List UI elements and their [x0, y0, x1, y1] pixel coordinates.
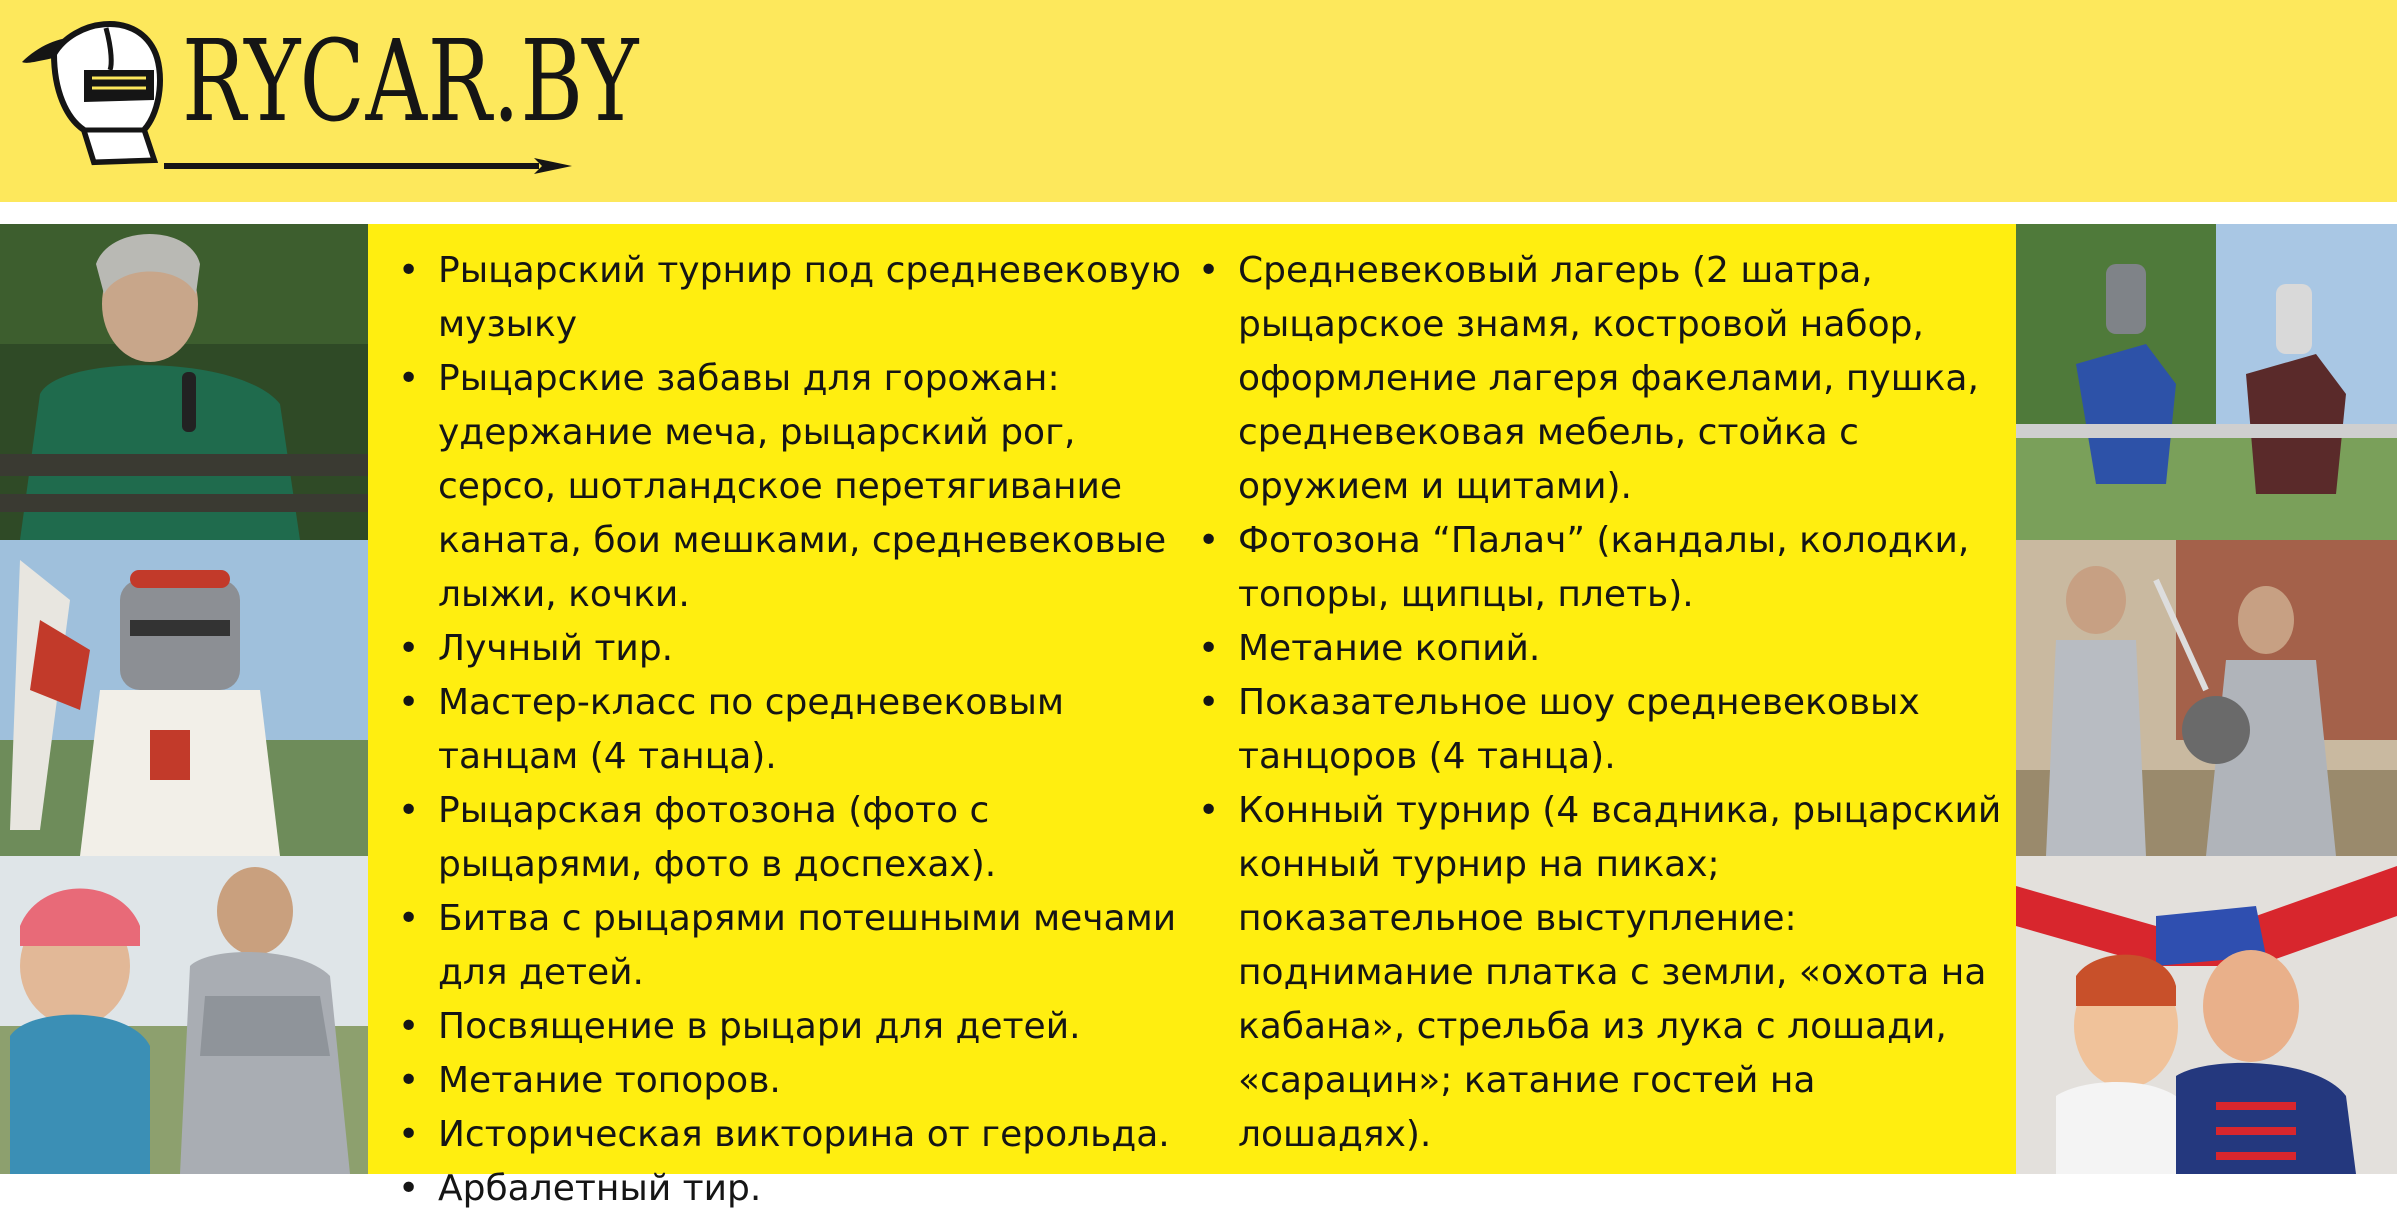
program-item: • Метание копий. [1192, 622, 2012, 676]
logo-wordmark: RYCAR.BY [182, 17, 640, 147]
program-list-right [1192, 244, 2012, 1162]
program-item: • Рыцарская фотозона (фото с рыцарями, фото в доспехах). [392, 784, 1182, 892]
spear-underline-icon [164, 156, 574, 176]
program-item: • Битва с рыцарями потешными мечами для детей. [392, 892, 1182, 1000]
program-item: • Средневековый лагерь (2 шатра, рыцарское знамя, костровой набор, оформление лагеря факелами, пушка, средневековая мебель, стойка с оружием и щитами). [1192, 244, 2012, 514]
header-banner [0, 0, 2397, 202]
program-item: • Мастер-класс по средневековым танцам (4 танца). [392, 676, 1182, 784]
program-item: • Фотозона “Палач” (кандалы, колодки, топоры, щипцы, плеть). [1192, 514, 2012, 622]
program-list-left [392, 244, 1182, 1216]
program-item: • Лучный тир. [392, 622, 1182, 676]
photo-jester-and-guest [2016, 856, 2397, 1174]
photo-knights-fighting [2016, 540, 2397, 856]
site-logo[interactable] [14, 10, 640, 180]
photo-horse-tournament [2016, 224, 2397, 540]
program-item: • Арбалетный тир. [392, 1162, 1182, 1216]
photo-herald-with-microphone [0, 224, 368, 540]
photo-knight-with-banner [0, 540, 368, 856]
divider-stripe [0, 202, 2397, 224]
program-item: • Историческая викторина от герольда. [392, 1108, 1182, 1162]
program-item: • Конный турнир (4 всадника, рыцарский конный турнир на пиках; показательное выступление: поднимание платка с земли, «охота на кабана», стрельба из лука с лошади, «сарацин»; катание гостей на лошадях). [1192, 784, 2012, 1162]
program-panel [368, 224, 2016, 1209]
knight-helmet-icon [14, 10, 184, 180]
program-item: • Метание топоров. [392, 1054, 1182, 1108]
program-item: • Рыцарский турнир под средневековую музыку [392, 244, 1182, 352]
program-item: • Посвящение в рыцари для детей. [392, 1000, 1182, 1054]
photo-child-and-knight [0, 856, 368, 1174]
program-item: • Рыцарские забавы для горожан: удержание меча, рыцарский рог, серсо, шотландское перетягивание каната, бои мешками, средневековые лыжи, кочки. [392, 352, 1182, 622]
program-item: • Показательное шоу средневековых танцоров (4 танца). [1192, 676, 2012, 784]
